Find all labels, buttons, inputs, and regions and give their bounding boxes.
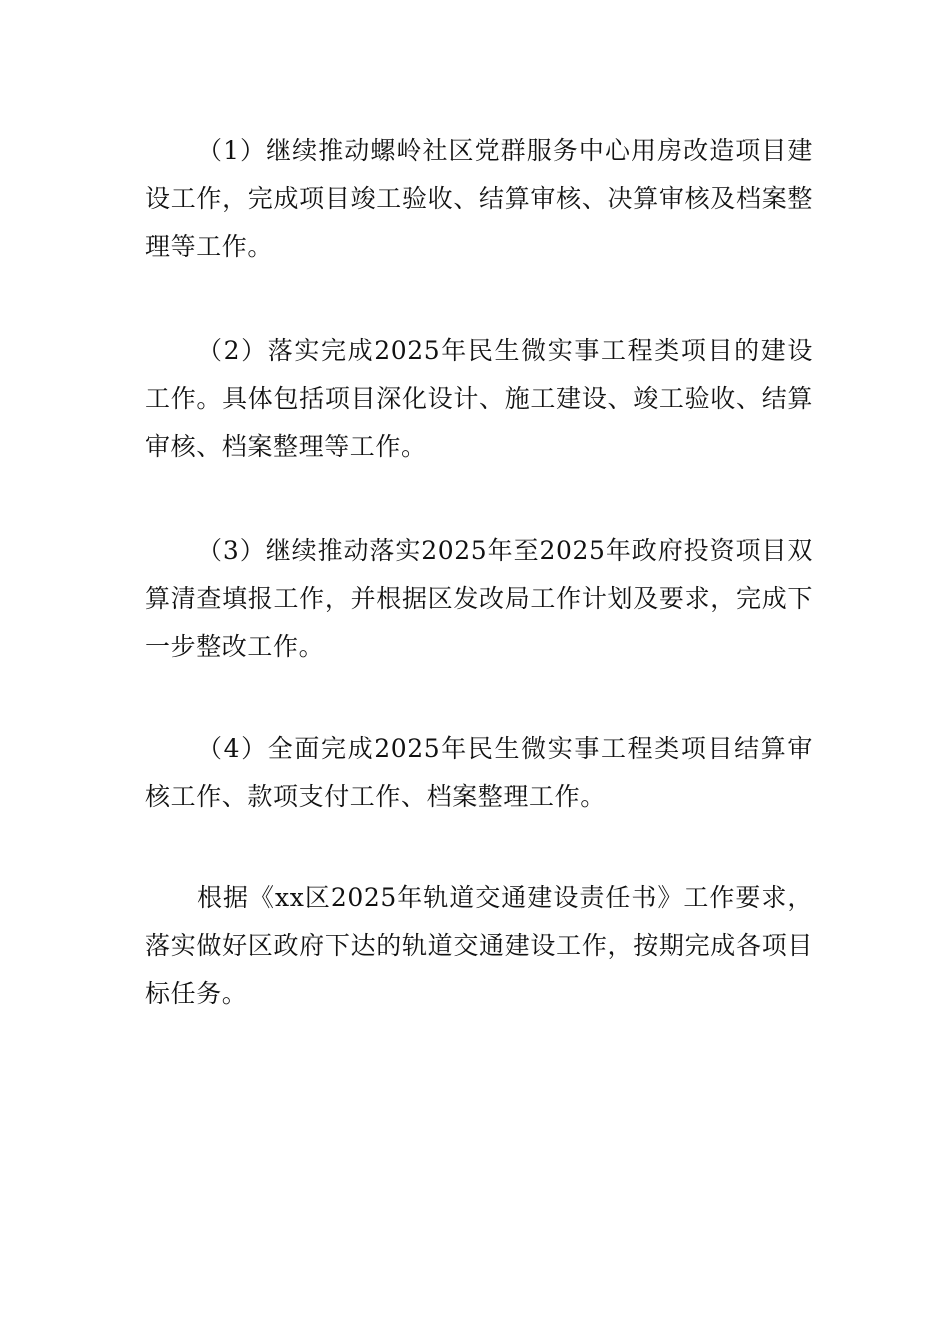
paragraph-item-1: （1）继续推动螺岭社区党群服务中心用房改造项目建设工作，完成项目竣工验收、结算审核、决算审核及档案整理等工作。 <box>145 136 813 261</box>
paragraph-item-3: （3）继续推动落实2025年至2025年政府投资项目双算清查填报工作，并根据区发改局工作计划及要求，完成下一步整改工作。 <box>145 536 813 661</box>
paragraph-item-2: （2）落实完成2025年民生微实事工程类项目的建设工作。具体包括项目深化设计、施工建设、竣工验收、结算审核、档案整理等工作。 <box>145 336 813 461</box>
paragraph-rail-transit: 根据《xx区2025年轨道交通建设责任书》工作要求，落实做好区政府下达的轨道交通建设工作，按期完成各项目标任务。 <box>145 883 813 1008</box>
paragraph-item-4: （4）全面完成2025年民生微实事工程类项目结算审核工作、款项支付工作、档案整理工作。 <box>145 734 813 811</box>
